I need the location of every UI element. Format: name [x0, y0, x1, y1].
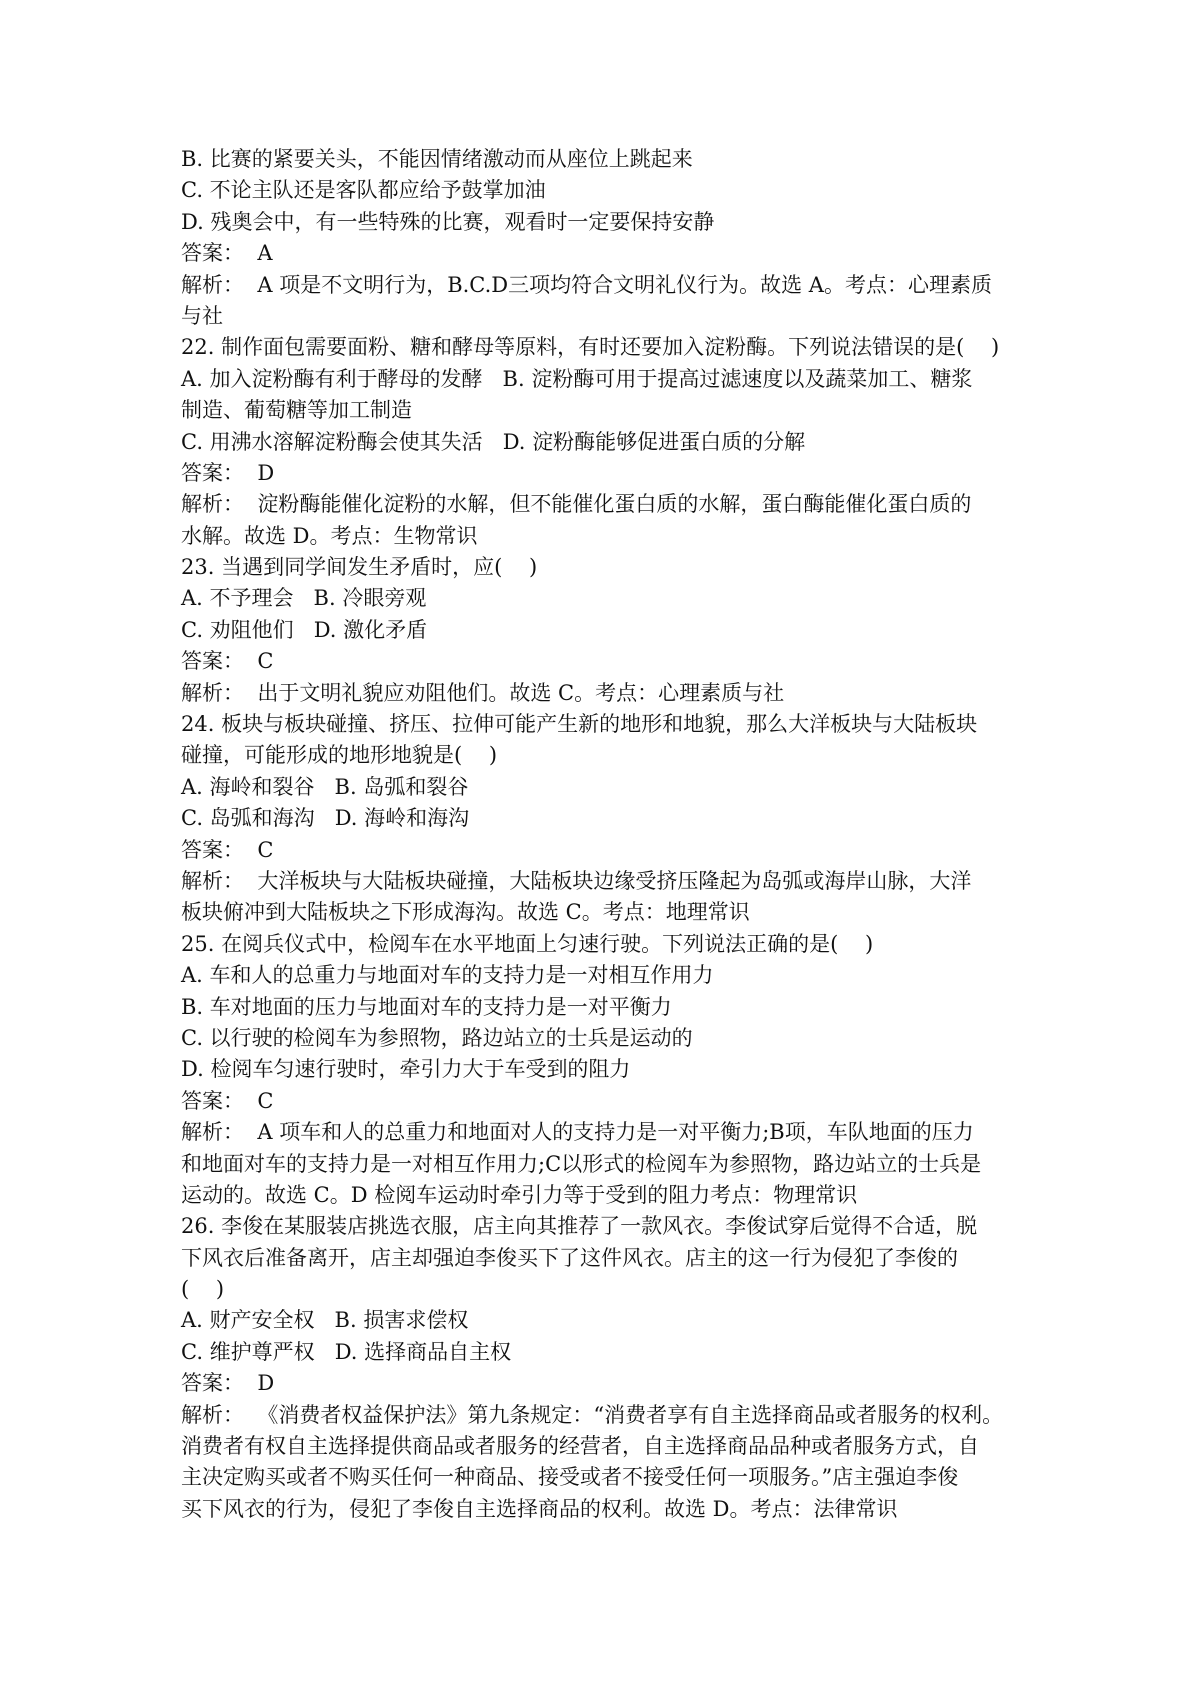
text-line: C. 岛弧和海沟 D. 海岭和海沟	[181, 806, 470, 831]
text-line: D. 检阅车匀速行驶时，牵引力大于车受到的阻力	[181, 1057, 631, 1082]
text-line: A. 海岭和裂谷 B. 岛弧和裂谷	[181, 774, 469, 799]
text-line: 22. 制作面包需要面粉、糖和酵母等原料，有时还要加入淀粉酶。下列说法错误的是( )	[181, 335, 1000, 360]
text-line: 解析： 大洋板块与大陆板块碰撞，大陆板块边缘受挤压隆起为岛弧或海岸山脉，大洋	[181, 868, 972, 893]
text-line: 24. 板块与板块碰撞、挤压、拉伸可能产生新的地形和地貌，那么大洋板块与大陆板块	[181, 712, 978, 737]
text-line: 答案： D	[181, 460, 275, 485]
text-line: 解析： A 项车和人的总重力和地面对人的支持力是一对平衡力;B项，车队地面的压力	[181, 1120, 974, 1145]
text-line: 23. 当遇到同学间发生矛盾时，应( )	[181, 555, 538, 580]
text-line: 制造、葡萄糖等加工制造	[181, 398, 412, 423]
text-line: 消费者有权自主选择提供商品或者服务的经营者，自主选择商品品种或者服务方式，自	[181, 1434, 979, 1459]
text-line: 主决定购买或者不购买任何一种商品、接受或者不接受任何一项服务。”店主强迫李俊	[181, 1465, 959, 1490]
text-line: A. 不予理会 B. 冷眼旁观	[181, 586, 427, 611]
text-line: C. 不论主队还是客队都应给予鼓掌加油	[181, 178, 546, 203]
text-line: 与社	[181, 303, 223, 328]
text-line: C. 维护尊严权 D. 选择商品自主权	[181, 1339, 512, 1364]
text-line: 和地面对车的支持力是一对相互作用力;C以形式的检阅车为参照物，路边站立的士兵是	[181, 1151, 982, 1176]
text-line: 解析： A 项是不文明行为，B.C.D三项均符合文明礼仪行为。故选 A。考点：心理素质	[181, 272, 992, 297]
text-line: 买下风衣的行为，侵犯了李俊自主选择商品的权利。故选 D。考点：法律常识	[181, 1496, 898, 1521]
document-page	[181, 144, 1021, 1525]
text-line: B. 车对地面的压力与地面对车的支持力是一对平衡力	[181, 994, 672, 1019]
text-line: 解析： 出于文明礼貌应劝阻他们。故选 C。考点：心理素质与社	[181, 680, 785, 705]
text-line: 解析： 淀粉酶能催化淀粉的水解，但不能催化蛋白质的水解，蛋白酶能催化蛋白质的	[181, 492, 972, 517]
text-line: 板块俯冲到大陆板块之下形成海沟。故选 C。考点：地理常识	[181, 900, 750, 925]
text-line: 答案： C	[181, 649, 274, 674]
text-line: 解析： 《消费者权益保护法》第九条规定：“消费者享有自主选择商品或者服务的权利。	[181, 1402, 1004, 1427]
text-line: 25. 在阅兵仪式中，检阅车在水平地面上匀速行驶。下列说法正确的是( )	[181, 931, 874, 956]
text-line: ( )	[181, 1277, 225, 1302]
text-line: 碰撞，可能形成的地形地貌是( )	[181, 743, 498, 768]
text-line: D. 残奥会中，有一些特殊的比赛，观看时一定要保持安静	[181, 209, 715, 234]
text-line: C. 以行驶的检阅车为参照物，路边站立的士兵是运动的	[181, 1025, 693, 1050]
text-line: A. 加入淀粉酶有利于酵母的发酵 B. 淀粉酶可用于提高过滤速度以及蔬菜加工、糖浆	[181, 366, 973, 391]
text-line: 答案： A	[181, 241, 273, 266]
text-line: 26. 李俊在某服装店挑选衣服，店主向其推荐了一款风衣。李俊试穿后觉得不合适，脱	[181, 1214, 978, 1239]
text-line: A. 财产安全权 B. 损害求偿权	[181, 1308, 469, 1333]
text-line: C. 用沸水溶解淀粉酶会使其失活 D. 淀粉酶能够促进蛋白质的分解	[181, 429, 806, 454]
text-line: B. 比赛的紧要关头，不能因情绪激动而从座位上跳起来	[181, 147, 693, 171]
text-line: 答案： C	[181, 837, 274, 862]
text-line: C. 劝阻他们 D. 激化矛盾	[181, 617, 428, 642]
text-line: 答案： D	[181, 1371, 275, 1396]
text-line: 答案： C	[181, 1088, 274, 1113]
text-line: 运动的。故选 C。D 检阅车运动时牵引力等于受到的阻力考点：物理常识	[181, 1182, 858, 1207]
text-line: A. 车和人的总重力与地面对车的支持力是一对相互作用力	[181, 963, 714, 988]
text-line: 水解。故选 D。考点：生物常识	[181, 523, 478, 548]
text-line: 下风衣后准备离开，店主却强迫李俊买下了这件风衣。店主的这一行为侵犯了李俊的	[181, 1245, 958, 1270]
